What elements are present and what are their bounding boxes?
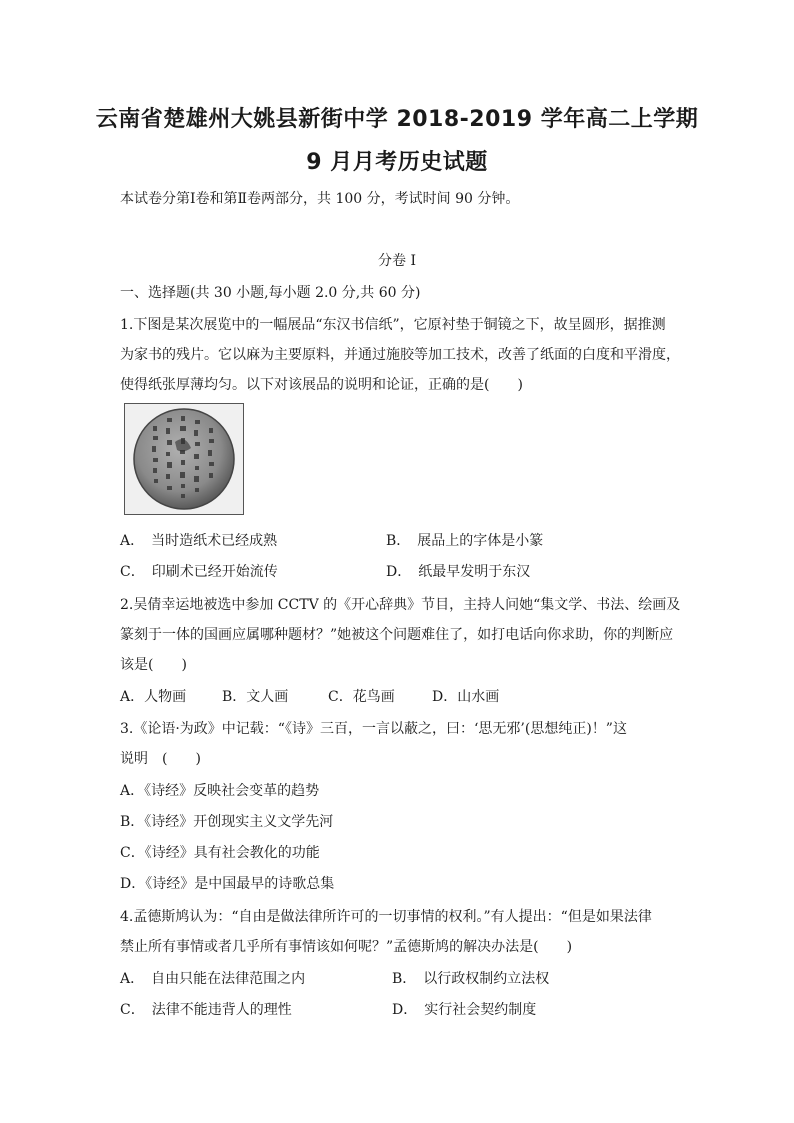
q1-line3: 使得纸张厚薄均匀。以下对该展品的说明和论证，正确的是( ) [120,377,523,393]
q2-option-c[interactable]: C．花鸟画 [328,689,395,705]
q1-option-a[interactable]: A． 当时造纸术已经成熟 [120,533,278,549]
exam-title-line2: 9 月月考历史试题 [306,150,488,175]
part-heading: 一、选择题(共 30 小题,每小题 2.0 分,共 60 分) [120,285,421,301]
q3-option-c[interactable]: C．《诗经》具有社会教化的功能 [120,845,320,861]
q4-line2: 禁止所有事情或者几乎所有事情该如何呢？”孟德斯鸠的解决办法是( ) [120,939,573,955]
q2-option-d[interactable]: D．山水画 [432,689,500,705]
section-title: 分卷 I [378,253,416,269]
q1-option-b[interactable]: B． 展品上的字体是小篆 [386,533,544,549]
letter-paper-figure [124,403,244,515]
q2-line2: 篆刻于一体的国画应属哪种题材？”她被这个问题难住了，如打电话向你求助，你的判断应 [120,627,674,643]
q1-option-d[interactable]: D． 纸最早发明于东汉 [386,564,531,580]
q3-option-d[interactable]: D．《诗经》是中国最早的诗歌总集 [120,876,335,892]
bronze-mirror-letter-paper-image [125,404,243,514]
q3-option-b[interactable]: B．《诗经》开创现实主义文学先河 [120,814,334,830]
exam-intro: 本试卷分第Ⅰ卷和第Ⅱ卷两部分，共 100 分，考试时间 90 分钟。 [120,191,520,207]
q2-line1: 2.吴倩幸运地被选中参加 CCTV 的《开心辞典》节目，主持人问她“集文学、书法、绘画及 [120,597,681,613]
exam-title-line1: 云南省楚雄州大姚县新街中学 2018-2019 学年高二上学期 [95,107,699,132]
q4-option-d[interactable]: D． 实行社会契约制度 [392,1002,537,1018]
q3-line2: 说明 ( ) [120,751,201,767]
q1-option-c[interactable]: C． 印刷术已经开始流传 [120,564,278,580]
q4-option-b[interactable]: B． 以行政权制约立法权 [392,971,550,987]
q1-line1: 1.下图是某次展览中的一幅展品“东汉书信纸”，它原衬垫于铜镜之下，故呈圆形，据推测 [120,317,666,333]
q2-line3: 该是( ) [120,657,187,673]
q3-line1: 3.《论语·为政》中记载：“《诗》三百，一言以蔽之，曰：‘思无邪’(思想纯正)！”这 [120,721,627,737]
q1-line2: 为家书的残片。它以麻为主要原料，并通过施胶等加工技术，改善了纸面的白度和平滑度， [120,347,680,363]
q4-option-a[interactable]: A． 自由只能在法律范围之内 [120,971,306,987]
q4-option-c[interactable]: C． 法律不能违背人的理性 [120,1002,292,1018]
q3-option-a[interactable]: A．《诗经》反映社会变革的趋势 [120,783,320,799]
q4-line1: 4.孟德斯鸠认为：“自由是做法律所许可的一切事情的权利。”有人提出：“但是如果法律 [120,909,652,925]
q2-option-b[interactable]: B．文人画 [222,689,289,705]
q2-option-a[interactable]: A．人物画 [120,689,187,705]
